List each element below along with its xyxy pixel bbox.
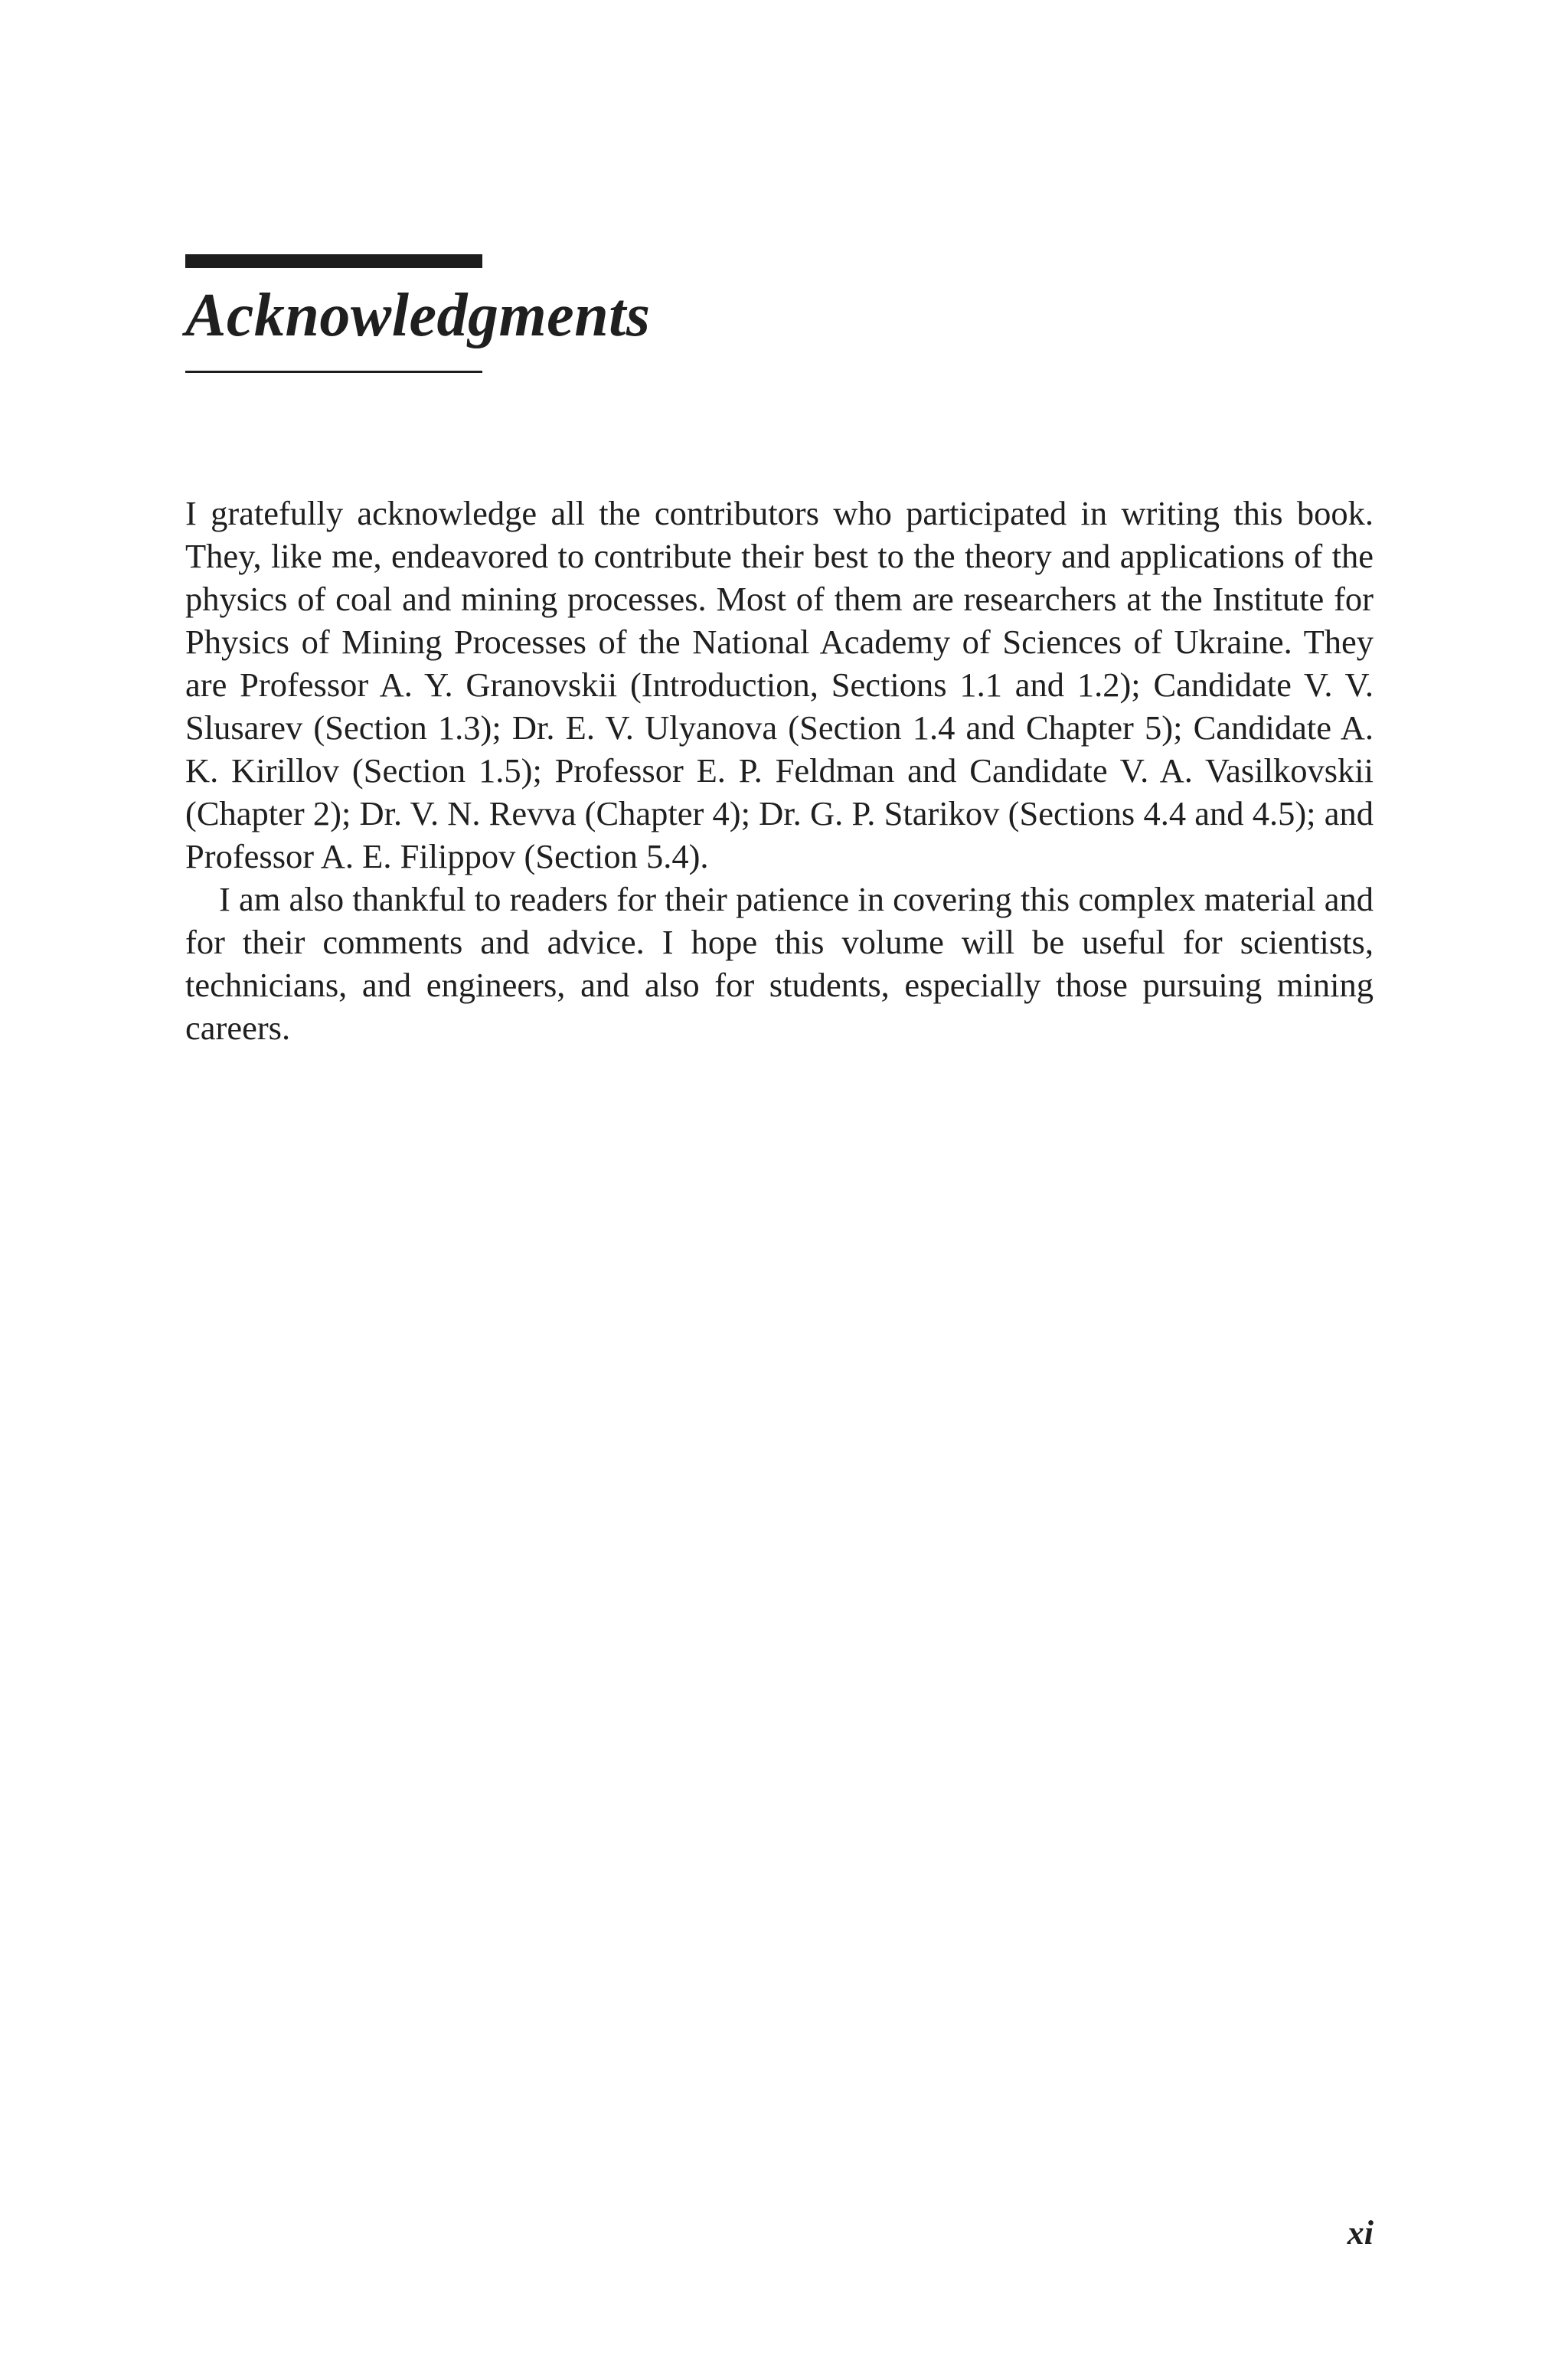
body-text <box>185 492 1374 1049</box>
page-title: Acknowledgments <box>185 282 651 349</box>
heading-rule-thin <box>185 371 482 373</box>
page-number: xi <box>1347 2214 1374 2252</box>
paragraph-contributors: I gratefully acknowledge all the contributors who participated in writing this book. They, like me, endeavored to contribute their best to the theory and applications of the physics of coal and mining processes. Most of them are researchers at the Institute for Physics of Mining Processes of the National Academy of Sciences of Ukraine. They are Professor A. Y. Granovskii (Introduction, Sections 1.1 and 1.2); Candidate V. V. Slusarev (Section 1.3); Dr. E. V. Ulyanova (Section 1.4 and Chapter 5); Candidate A. K. Kirillov (Section 1.5); Professor E. P. Feldman and Candidate V. A. Vasilkovskii (Chapter 2); Dr. V. N. Revva (Chapter 4); Dr. G. P. Starikov (Sections 4.4 and 4.5); and Professor A. E. Filippov (Section 5.4). <box>185 494 1374 875</box>
heading-rule-thick <box>185 254 482 268</box>
paragraph-thanks: I am also thankful to readers for their patience in covering this complex material and for their comments and advice. I hope this volume will be useful for scientists, technicians, and engineers, and also for students, especially those pursuing mining careers. <box>185 880 1374 1047</box>
